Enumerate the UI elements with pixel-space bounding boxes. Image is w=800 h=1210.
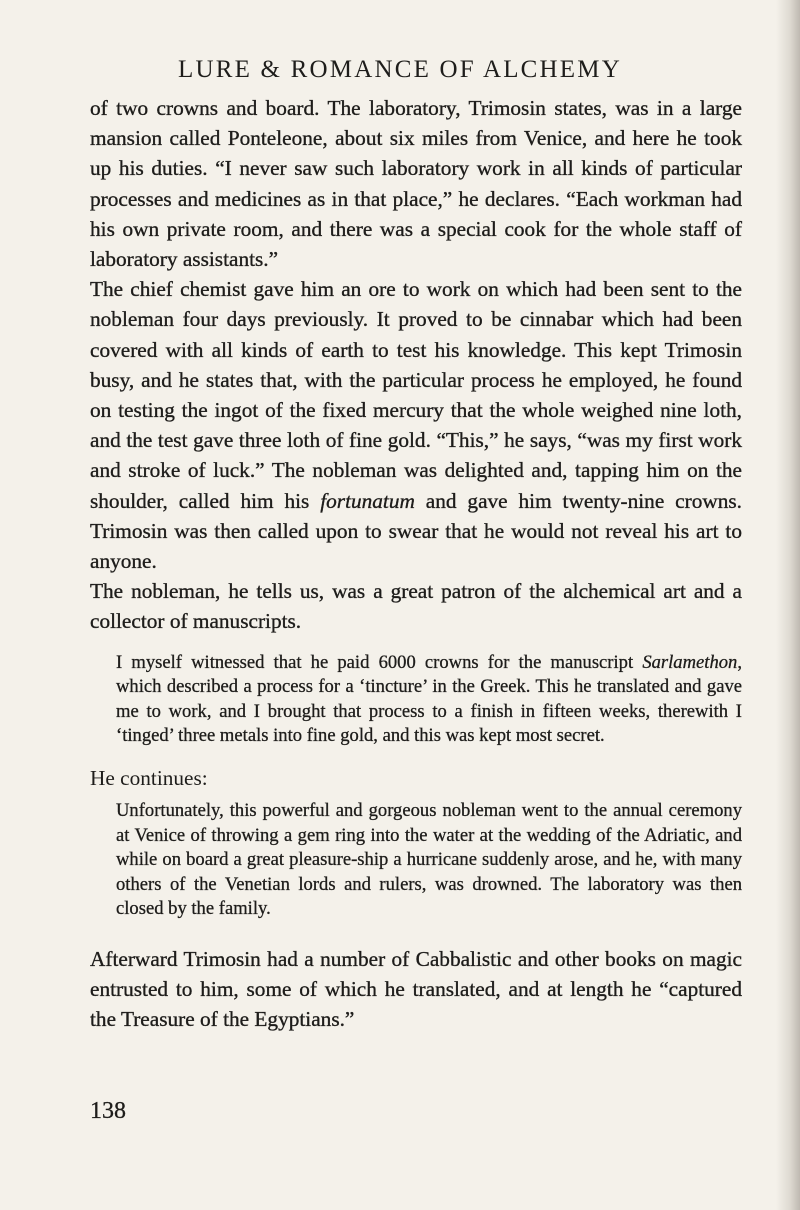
paragraph-2 bbox=[90, 274, 742, 576]
block-quote-1-italic: Sarlamethon bbox=[642, 651, 738, 673]
running-head: LURE & ROMANCE OF ALCHEMY bbox=[178, 56, 622, 83]
paragraph-3: The nobleman, he tells us, was a great patron of the alchemical art and a collector of manuscripts. bbox=[90, 579, 742, 634]
block-quote-1-text-b: , which described a process for a ‘tincture’ in the Greek. This he translated and gave me to work, and I brought that process to a finish in fifteen weeks, therewith I ‘tinged’ three metals into fine gold, and this was kept most secret. bbox=[116, 651, 742, 747]
paragraph-4: Afterward Trimosin had a number of Cabbalistic and other books on magic entrusted to him, some of which he translated, and at length he “captured the Treasure of the Egyptians.” bbox=[90, 947, 742, 1032]
block-quote-1 bbox=[90, 651, 742, 749]
block-quote-2: Unfortunately, this powerful and gorgeous nobleman went to the annual ceremony at Venice of throwing a gem ring into the water at the wedding of the Adriatic, and while on board a great pleasure-ship a hurricane suddenly arose, and he, with many others of the Venetian lords and rulers, was drowned. The laboratory was then closed by the family. bbox=[116, 800, 742, 920]
body-text bbox=[90, 93, 742, 1035]
block-quote-1-text-a: I myself witnessed that he paid 6000 crowns for the manuscript bbox=[116, 651, 643, 673]
page-number: 138 bbox=[90, 1098, 126, 1124]
paragraph-2-text-b: and gave him twenty-nine crowns. Trimosin was then called upon to swear that he would not reveal his art to anyone. bbox=[90, 488, 742, 574]
continues-line: He continues: bbox=[90, 766, 208, 791]
paragraph-1: of two crowns and board. The laboratory, Trimosin states, was in a large mansion called Ponteleone, about six miles from Venice, and here he took up his duties. “I never saw such laboratory work in all kinds of particular processes and medicines as in that place,” he declares. “Each workman had his own private room, and there was a special cook for the whole staff of laboratory assistants.” bbox=[90, 96, 742, 272]
paragraph-2-italic: fortunatum bbox=[320, 488, 415, 513]
paragraph-2-text-a: The chief chemist gave him an ore to work on which had been sent to the nobleman four days previously. It proved to be cinnabar which had been covered with all kinds of earth to test his knowledge. This kept Trimosin busy, and he states that, with the particular process he employed, he found on testing the ingot of the fixed mercury that the whole weighed nine loth, and the test gave three loth of fine gold. “This,” he says, “was my first work and stroke of luck.” The nobleman was delighted and, tapping him on the shoulder, called him his bbox=[90, 277, 742, 513]
